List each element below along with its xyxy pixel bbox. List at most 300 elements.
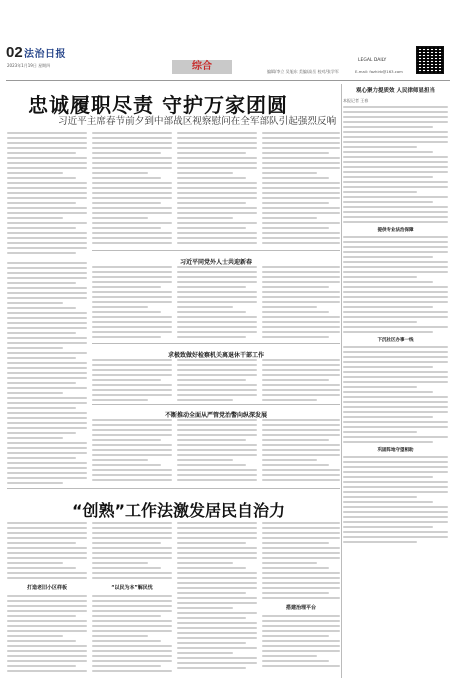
text-line bbox=[262, 399, 317, 401]
text-line bbox=[177, 567, 246, 569]
text-line bbox=[343, 421, 448, 423]
text-line bbox=[7, 457, 76, 459]
text-line bbox=[7, 322, 87, 324]
text-line bbox=[343, 376, 448, 378]
text-line bbox=[177, 217, 233, 219]
lead-story-col-1 bbox=[7, 132, 87, 257]
text-line bbox=[7, 392, 63, 394]
text-line bbox=[92, 389, 172, 391]
text-line bbox=[92, 384, 172, 386]
text-line bbox=[177, 439, 246, 441]
text-line bbox=[177, 232, 257, 234]
text-line bbox=[262, 369, 340, 371]
text-block bbox=[262, 132, 340, 244]
text-line bbox=[7, 640, 76, 642]
text-line bbox=[177, 577, 257, 579]
text-line bbox=[7, 472, 87, 474]
text-line bbox=[7, 387, 87, 389]
text-line bbox=[7, 482, 63, 484]
text-line bbox=[7, 670, 87, 672]
right-subhead-3: 巩固阵地守望相助 bbox=[377, 448, 414, 453]
text-line bbox=[7, 197, 87, 199]
page-header bbox=[0, 0, 450, 80]
text-line bbox=[7, 620, 87, 622]
text-line bbox=[7, 307, 76, 309]
text-line bbox=[262, 625, 340, 627]
text-line bbox=[343, 131, 448, 133]
text-line bbox=[262, 444, 340, 446]
text-line bbox=[262, 557, 340, 559]
text-line bbox=[343, 461, 448, 463]
text-line bbox=[177, 479, 257, 481]
text-line bbox=[343, 141, 448, 143]
text-line bbox=[343, 146, 417, 148]
text-block bbox=[177, 132, 257, 244]
text-line bbox=[7, 157, 87, 159]
text-line bbox=[343, 286, 448, 288]
text-line bbox=[177, 222, 257, 224]
text-line bbox=[92, 600, 172, 602]
text-line bbox=[343, 526, 433, 528]
text-line bbox=[343, 186, 448, 188]
text-line bbox=[343, 216, 448, 218]
text-line bbox=[343, 156, 448, 158]
text-line bbox=[262, 635, 329, 637]
text-line bbox=[92, 192, 172, 194]
text-line bbox=[7, 447, 87, 449]
text-line bbox=[92, 650, 172, 652]
text-line bbox=[7, 212, 87, 214]
text-line bbox=[343, 306, 433, 308]
section-rule bbox=[92, 343, 340, 344]
text-line bbox=[262, 222, 340, 224]
text-line bbox=[262, 577, 340, 579]
text-line bbox=[262, 424, 340, 426]
text-line bbox=[177, 177, 246, 179]
text-line bbox=[343, 221, 448, 223]
text-line bbox=[343, 171, 448, 173]
text-line bbox=[262, 434, 340, 436]
text-line bbox=[343, 486, 448, 488]
text-line bbox=[7, 542, 76, 544]
text-line bbox=[262, 665, 340, 667]
text-line bbox=[92, 660, 172, 662]
text-line bbox=[92, 459, 148, 461]
text-line bbox=[262, 281, 340, 283]
text-line bbox=[92, 424, 172, 426]
text-line bbox=[177, 212, 257, 214]
right-subhead-1: 提供专业法治保障 bbox=[377, 228, 414, 233]
text-line bbox=[7, 247, 87, 249]
lead-story-col-3 bbox=[177, 132, 257, 247]
text-line bbox=[177, 182, 257, 184]
text-line bbox=[7, 147, 87, 149]
bottom-col-1 bbox=[7, 522, 87, 675]
text-line bbox=[92, 142, 172, 144]
text-line bbox=[177, 582, 257, 584]
text-line bbox=[7, 272, 87, 274]
text-line bbox=[343, 521, 448, 523]
text-line bbox=[7, 625, 87, 627]
bottom-col-3 bbox=[177, 522, 257, 672]
text-line bbox=[7, 292, 87, 294]
text-line bbox=[343, 491, 448, 493]
text-line bbox=[92, 237, 172, 239]
text-line bbox=[343, 161, 448, 163]
text-line bbox=[262, 152, 329, 154]
text-line bbox=[7, 417, 87, 419]
text-line bbox=[262, 316, 340, 318]
text-line bbox=[177, 469, 257, 471]
left-story-column bbox=[7, 262, 87, 487]
text-line bbox=[7, 547, 87, 549]
text-line bbox=[92, 369, 172, 371]
text-line bbox=[343, 471, 448, 473]
text-line bbox=[92, 532, 172, 534]
text-line bbox=[343, 411, 448, 413]
text-line bbox=[343, 166, 448, 168]
text-line bbox=[177, 326, 257, 328]
story-a-title: 习近平同党外人士共迎新春 bbox=[179, 259, 252, 266]
text-line bbox=[262, 650, 340, 652]
text-line bbox=[343, 296, 448, 298]
text-line bbox=[177, 394, 257, 396]
text-line bbox=[262, 237, 340, 239]
text-line bbox=[343, 206, 448, 208]
text-line bbox=[343, 261, 448, 263]
story-c-col-1 bbox=[92, 419, 172, 484]
text-line bbox=[92, 552, 172, 554]
text-line bbox=[262, 474, 340, 476]
text-line bbox=[7, 152, 76, 154]
text-line bbox=[262, 620, 340, 622]
text-line bbox=[92, 577, 172, 579]
text-line bbox=[7, 532, 87, 534]
text-line bbox=[92, 232, 172, 234]
text-line bbox=[177, 271, 257, 273]
text-line bbox=[7, 595, 87, 597]
text-line bbox=[262, 419, 340, 421]
text-line bbox=[262, 212, 340, 214]
text-line bbox=[262, 537, 340, 539]
text-line bbox=[177, 237, 257, 239]
text-line bbox=[262, 379, 329, 381]
text-line bbox=[7, 137, 87, 139]
text-line bbox=[177, 627, 257, 629]
text-line bbox=[7, 635, 63, 637]
text-line bbox=[92, 655, 172, 657]
text-line bbox=[343, 426, 448, 428]
text-line bbox=[92, 615, 161, 617]
text-line bbox=[177, 459, 233, 461]
text-line bbox=[343, 211, 448, 213]
text-line bbox=[262, 389, 340, 391]
text-line bbox=[92, 572, 172, 574]
text-line bbox=[92, 394, 172, 396]
text-line bbox=[177, 291, 257, 293]
text-line bbox=[343, 501, 433, 503]
text-line bbox=[262, 232, 340, 234]
text-line bbox=[7, 237, 87, 239]
text-line bbox=[177, 602, 257, 604]
text-line bbox=[343, 466, 448, 468]
section-rule bbox=[7, 488, 340, 489]
story-c-col-3 bbox=[262, 419, 340, 484]
text-line bbox=[92, 537, 172, 539]
text-line bbox=[92, 182, 172, 184]
text-line bbox=[92, 202, 161, 204]
column-rule bbox=[341, 84, 342, 678]
text-line bbox=[343, 321, 417, 323]
text-line bbox=[7, 650, 87, 652]
text-line bbox=[7, 562, 63, 564]
text-line bbox=[262, 286, 329, 288]
text-line bbox=[343, 241, 448, 243]
text-line bbox=[262, 202, 329, 204]
text-line bbox=[343, 151, 433, 153]
text-line bbox=[343, 136, 448, 138]
text-line bbox=[262, 167, 340, 169]
text-line bbox=[92, 177, 161, 179]
text-line bbox=[177, 587, 257, 589]
bottom-col-2 bbox=[92, 522, 172, 675]
text-line bbox=[92, 137, 172, 139]
text-line bbox=[343, 381, 448, 383]
text-line bbox=[262, 469, 340, 471]
text-line bbox=[92, 474, 172, 476]
text-line bbox=[7, 342, 87, 344]
text-line bbox=[262, 291, 340, 293]
text-line bbox=[92, 167, 172, 169]
text-line bbox=[7, 202, 76, 204]
text-line bbox=[7, 252, 76, 254]
text-line bbox=[177, 522, 257, 524]
text-line bbox=[177, 296, 257, 298]
text-line bbox=[177, 399, 233, 401]
text-line bbox=[262, 640, 340, 642]
text-line bbox=[92, 162, 172, 164]
text-line bbox=[177, 192, 257, 194]
text-line bbox=[262, 276, 340, 278]
text-line bbox=[177, 419, 257, 421]
text-line bbox=[343, 536, 448, 538]
text-line bbox=[262, 182, 340, 184]
text-line bbox=[92, 374, 172, 376]
text-line bbox=[262, 572, 340, 574]
text-line bbox=[7, 352, 87, 354]
bottom-headline: “创熟”工作法激发居民自治力 bbox=[72, 501, 286, 520]
text-line bbox=[92, 147, 172, 149]
text-line bbox=[177, 172, 233, 174]
text-line bbox=[262, 172, 317, 174]
text-line bbox=[343, 541, 417, 543]
text-line bbox=[343, 366, 433, 368]
text-line bbox=[92, 271, 172, 273]
text-line bbox=[92, 670, 172, 672]
text-line bbox=[7, 567, 76, 569]
text-line bbox=[92, 227, 161, 229]
text-line bbox=[177, 557, 257, 559]
section-rule bbox=[92, 250, 340, 251]
text-line bbox=[262, 547, 340, 549]
text-line bbox=[262, 217, 317, 219]
text-line bbox=[7, 452, 87, 454]
text-line bbox=[262, 147, 340, 149]
text-line bbox=[343, 181, 448, 183]
text-line bbox=[343, 176, 433, 178]
text-line bbox=[177, 336, 246, 338]
text-line bbox=[92, 625, 172, 627]
text-line bbox=[177, 552, 257, 554]
text-line bbox=[7, 397, 87, 399]
main-headline: 忠诚履职尽责 守护万家团圆 bbox=[28, 93, 288, 117]
text-line bbox=[92, 157, 172, 159]
text-line bbox=[92, 132, 172, 134]
text-line bbox=[92, 630, 172, 632]
text-line bbox=[7, 432, 76, 434]
text-line bbox=[343, 456, 448, 458]
text-line bbox=[262, 207, 340, 209]
text-line bbox=[92, 479, 172, 481]
text-block bbox=[7, 262, 87, 484]
text-line bbox=[7, 537, 87, 539]
right-story-title: 观心聚力提质效 人民律师显担当 bbox=[356, 88, 435, 94]
text-line bbox=[262, 271, 340, 273]
text-line bbox=[262, 527, 340, 529]
text-line bbox=[92, 562, 148, 564]
story-a-col-2 bbox=[177, 266, 257, 341]
text-line bbox=[177, 331, 257, 333]
text-line bbox=[177, 311, 246, 313]
story-b-col-2 bbox=[177, 359, 257, 404]
text-line bbox=[262, 359, 340, 361]
text-line bbox=[262, 242, 340, 244]
text-line bbox=[7, 610, 87, 612]
text-line bbox=[262, 326, 340, 328]
text-line bbox=[177, 424, 257, 426]
text-line bbox=[177, 547, 257, 549]
text-line bbox=[262, 630, 340, 632]
text-block bbox=[92, 132, 172, 244]
text-line bbox=[262, 660, 329, 662]
text-line bbox=[7, 217, 63, 219]
text-line bbox=[7, 357, 76, 359]
text-line bbox=[7, 167, 87, 169]
text-line bbox=[177, 652, 233, 654]
text-line bbox=[262, 394, 340, 396]
text-line bbox=[177, 197, 257, 199]
text-line bbox=[177, 464, 246, 466]
text-line bbox=[177, 647, 257, 649]
text-line bbox=[343, 201, 433, 203]
text-line bbox=[343, 106, 448, 108]
text-line bbox=[177, 359, 257, 361]
text-line bbox=[343, 361, 448, 363]
text-line bbox=[177, 597, 257, 599]
story-c-col-2 bbox=[177, 419, 257, 484]
text-line bbox=[262, 582, 340, 584]
text-line bbox=[7, 367, 87, 369]
text-line bbox=[343, 356, 448, 358]
text-line bbox=[7, 232, 87, 234]
text-line bbox=[7, 382, 76, 384]
text-line bbox=[343, 511, 448, 513]
text-line bbox=[262, 587, 340, 589]
qr-code-icon bbox=[416, 46, 444, 74]
text-line bbox=[262, 296, 340, 298]
text-line bbox=[177, 266, 257, 268]
text-line bbox=[7, 630, 87, 632]
text-line bbox=[7, 262, 87, 264]
text-line bbox=[262, 177, 329, 179]
text-line bbox=[7, 660, 87, 662]
text-line bbox=[343, 481, 448, 483]
text-line bbox=[7, 187, 87, 189]
text-line bbox=[343, 476, 433, 478]
text-line bbox=[92, 464, 161, 466]
text-line bbox=[7, 600, 87, 602]
text-line bbox=[7, 655, 87, 657]
text-line bbox=[262, 192, 340, 194]
text-line bbox=[7, 267, 87, 269]
text-line bbox=[343, 396, 448, 398]
text-line bbox=[177, 281, 257, 283]
text-line bbox=[262, 227, 329, 229]
text-line bbox=[92, 296, 172, 298]
text-line bbox=[7, 422, 87, 424]
text-line bbox=[7, 332, 76, 334]
text-line bbox=[7, 665, 76, 667]
text-line bbox=[262, 132, 340, 134]
text-line bbox=[343, 431, 417, 433]
right-subhead-2: 下沉社区办事一线 bbox=[377, 338, 414, 343]
text-line bbox=[177, 242, 257, 244]
text-line bbox=[343, 266, 448, 268]
text-line bbox=[343, 436, 448, 438]
text-line bbox=[343, 126, 433, 128]
lead-story-col-2 bbox=[92, 132, 172, 247]
text-line bbox=[343, 331, 433, 333]
text-line bbox=[177, 542, 246, 544]
bottom-col-4 bbox=[262, 522, 340, 670]
text-line bbox=[343, 316, 448, 318]
text-line bbox=[7, 347, 63, 349]
text-line bbox=[7, 327, 87, 329]
text-line bbox=[262, 552, 340, 554]
text-line bbox=[262, 532, 340, 534]
text-line bbox=[262, 137, 340, 139]
text-line bbox=[7, 242, 87, 244]
text-line bbox=[7, 407, 76, 409]
text-line bbox=[177, 374, 257, 376]
text-line bbox=[262, 522, 340, 524]
text-line bbox=[343, 386, 417, 388]
text-line bbox=[177, 474, 257, 476]
text-line bbox=[343, 236, 448, 238]
text-line bbox=[262, 592, 329, 594]
text-line bbox=[177, 444, 257, 446]
text-line bbox=[177, 301, 257, 303]
text-line bbox=[7, 477, 87, 479]
story-c-title: 不断推动全面从严管党治警向纵深发展 bbox=[164, 412, 267, 419]
text-line bbox=[92, 364, 172, 366]
text-line bbox=[343, 401, 448, 403]
text-line bbox=[92, 429, 172, 431]
story-b-title: 求极致做好检察机关离退休干部工作 bbox=[167, 352, 264, 359]
text-line bbox=[177, 187, 257, 189]
text-line bbox=[7, 222, 87, 224]
issue-date: 2023年1月19日 星期四 bbox=[7, 63, 51, 68]
